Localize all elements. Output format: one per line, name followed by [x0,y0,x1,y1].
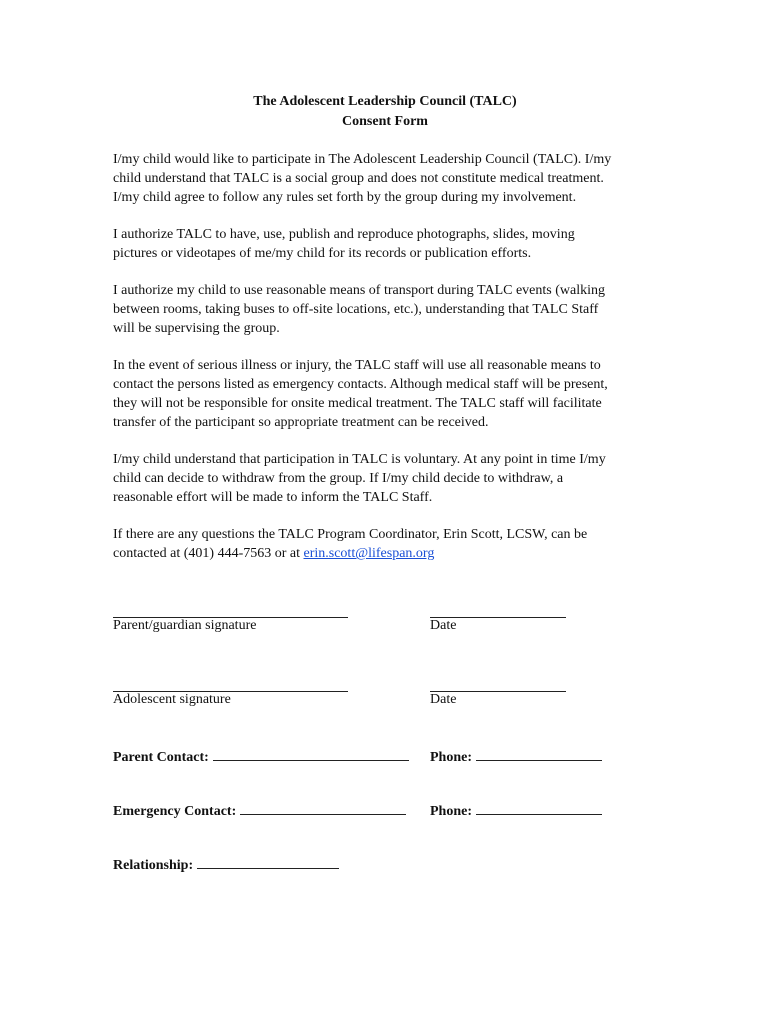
questions-paragraph [113,525,673,563]
paragraph-line: contact the persons listed as emergency contacts. Although medical staff will be present, [113,377,608,392]
paragraph-line: transfer of the participant so appropriate treatment can be received. [113,415,489,430]
parent-phone-input[interactable] [476,747,602,761]
media-release-paragraph [113,225,673,263]
paragraph-line: I authorize TALC to have, use, publish and reproduce photographs, slides, moving [113,227,575,242]
adolescent-signature-label: Adolescent signature [113,692,231,707]
form-subtitle: Consent Form [342,114,428,129]
parent-date-label: Date [430,618,457,633]
paragraph-line: child can decide to withdraw from the group. If I/my child decide to withdraw, a [113,471,564,486]
transport-paragraph [113,281,673,338]
coordinator-email-link[interactable]: erin.scott@lifespan.org [303,546,435,561]
emergency-contact-field [113,801,406,820]
paragraph-line: In the event of serious illness or injury, the TALC staff will use all reasonable means to [113,358,601,373]
paragraph-line: child understand that TALC is a social group and does not constitute medical treatment. [113,171,604,186]
parent-signature-label: Parent/guardian signature [113,618,257,633]
emergency-contact-label: Emergency Contact: [113,804,237,819]
adolescent-date-label: Date [430,692,457,707]
parent-contact-label: Parent Contact: [113,750,209,765]
paragraph-line: pictures or videotapes of me/my child for its records or publication efforts. [113,246,532,261]
emergency-contact-input[interactable] [240,801,406,815]
contact-phone-text: contacted at (401) 444-7563 or at [113,546,304,561]
relationship-field [113,855,339,874]
paragraph-line: between rooms, taking buses to off-site locations, etc.), understanding that TALC Staff [113,302,599,317]
paragraph-line: they will not be responsible for onsite medical treatment. The TALC staff will facilitate [113,396,602,411]
voluntary-paragraph [113,450,673,507]
emergency-phone-field [430,801,602,820]
paragraph-line: I/my child would like to participate in The Adolescent Leadership Council (TALC). I/my [113,152,612,167]
paragraph-line [113,544,673,563]
paragraph-line: I/my child agree to follow any rules set forth by the group during my involvement. [113,190,577,205]
paragraph-line: I authorize my child to use reasonable means of transport during TALC events (walking [113,283,605,298]
relationship-input[interactable] [197,855,339,869]
parent-contact-input[interactable] [213,747,409,761]
participation-paragraph [113,150,673,207]
emergency-phone-label: Phone: [430,804,472,819]
relationship-label: Relationship: [113,858,194,873]
emergency-paragraph [113,356,673,432]
form-title: The Adolescent Leadership Council (TALC) [253,94,517,109]
paragraph-line: reasonable effort will be made to inform the TALC Staff. [113,490,433,505]
parent-phone-label: Phone: [430,750,472,765]
paragraph-line: If there are any questions the TALC Program Coordinator, Erin Scott, LCSW, can be [113,527,588,542]
paragraph-line: I/my child understand that participation in TALC is voluntary. At any point in time I/my [113,452,606,467]
parent-contact-field [113,747,409,766]
paragraph-line: will be supervising the group. [113,321,280,336]
parent-phone-field [430,747,602,766]
emergency-phone-input[interactable] [476,801,602,815]
